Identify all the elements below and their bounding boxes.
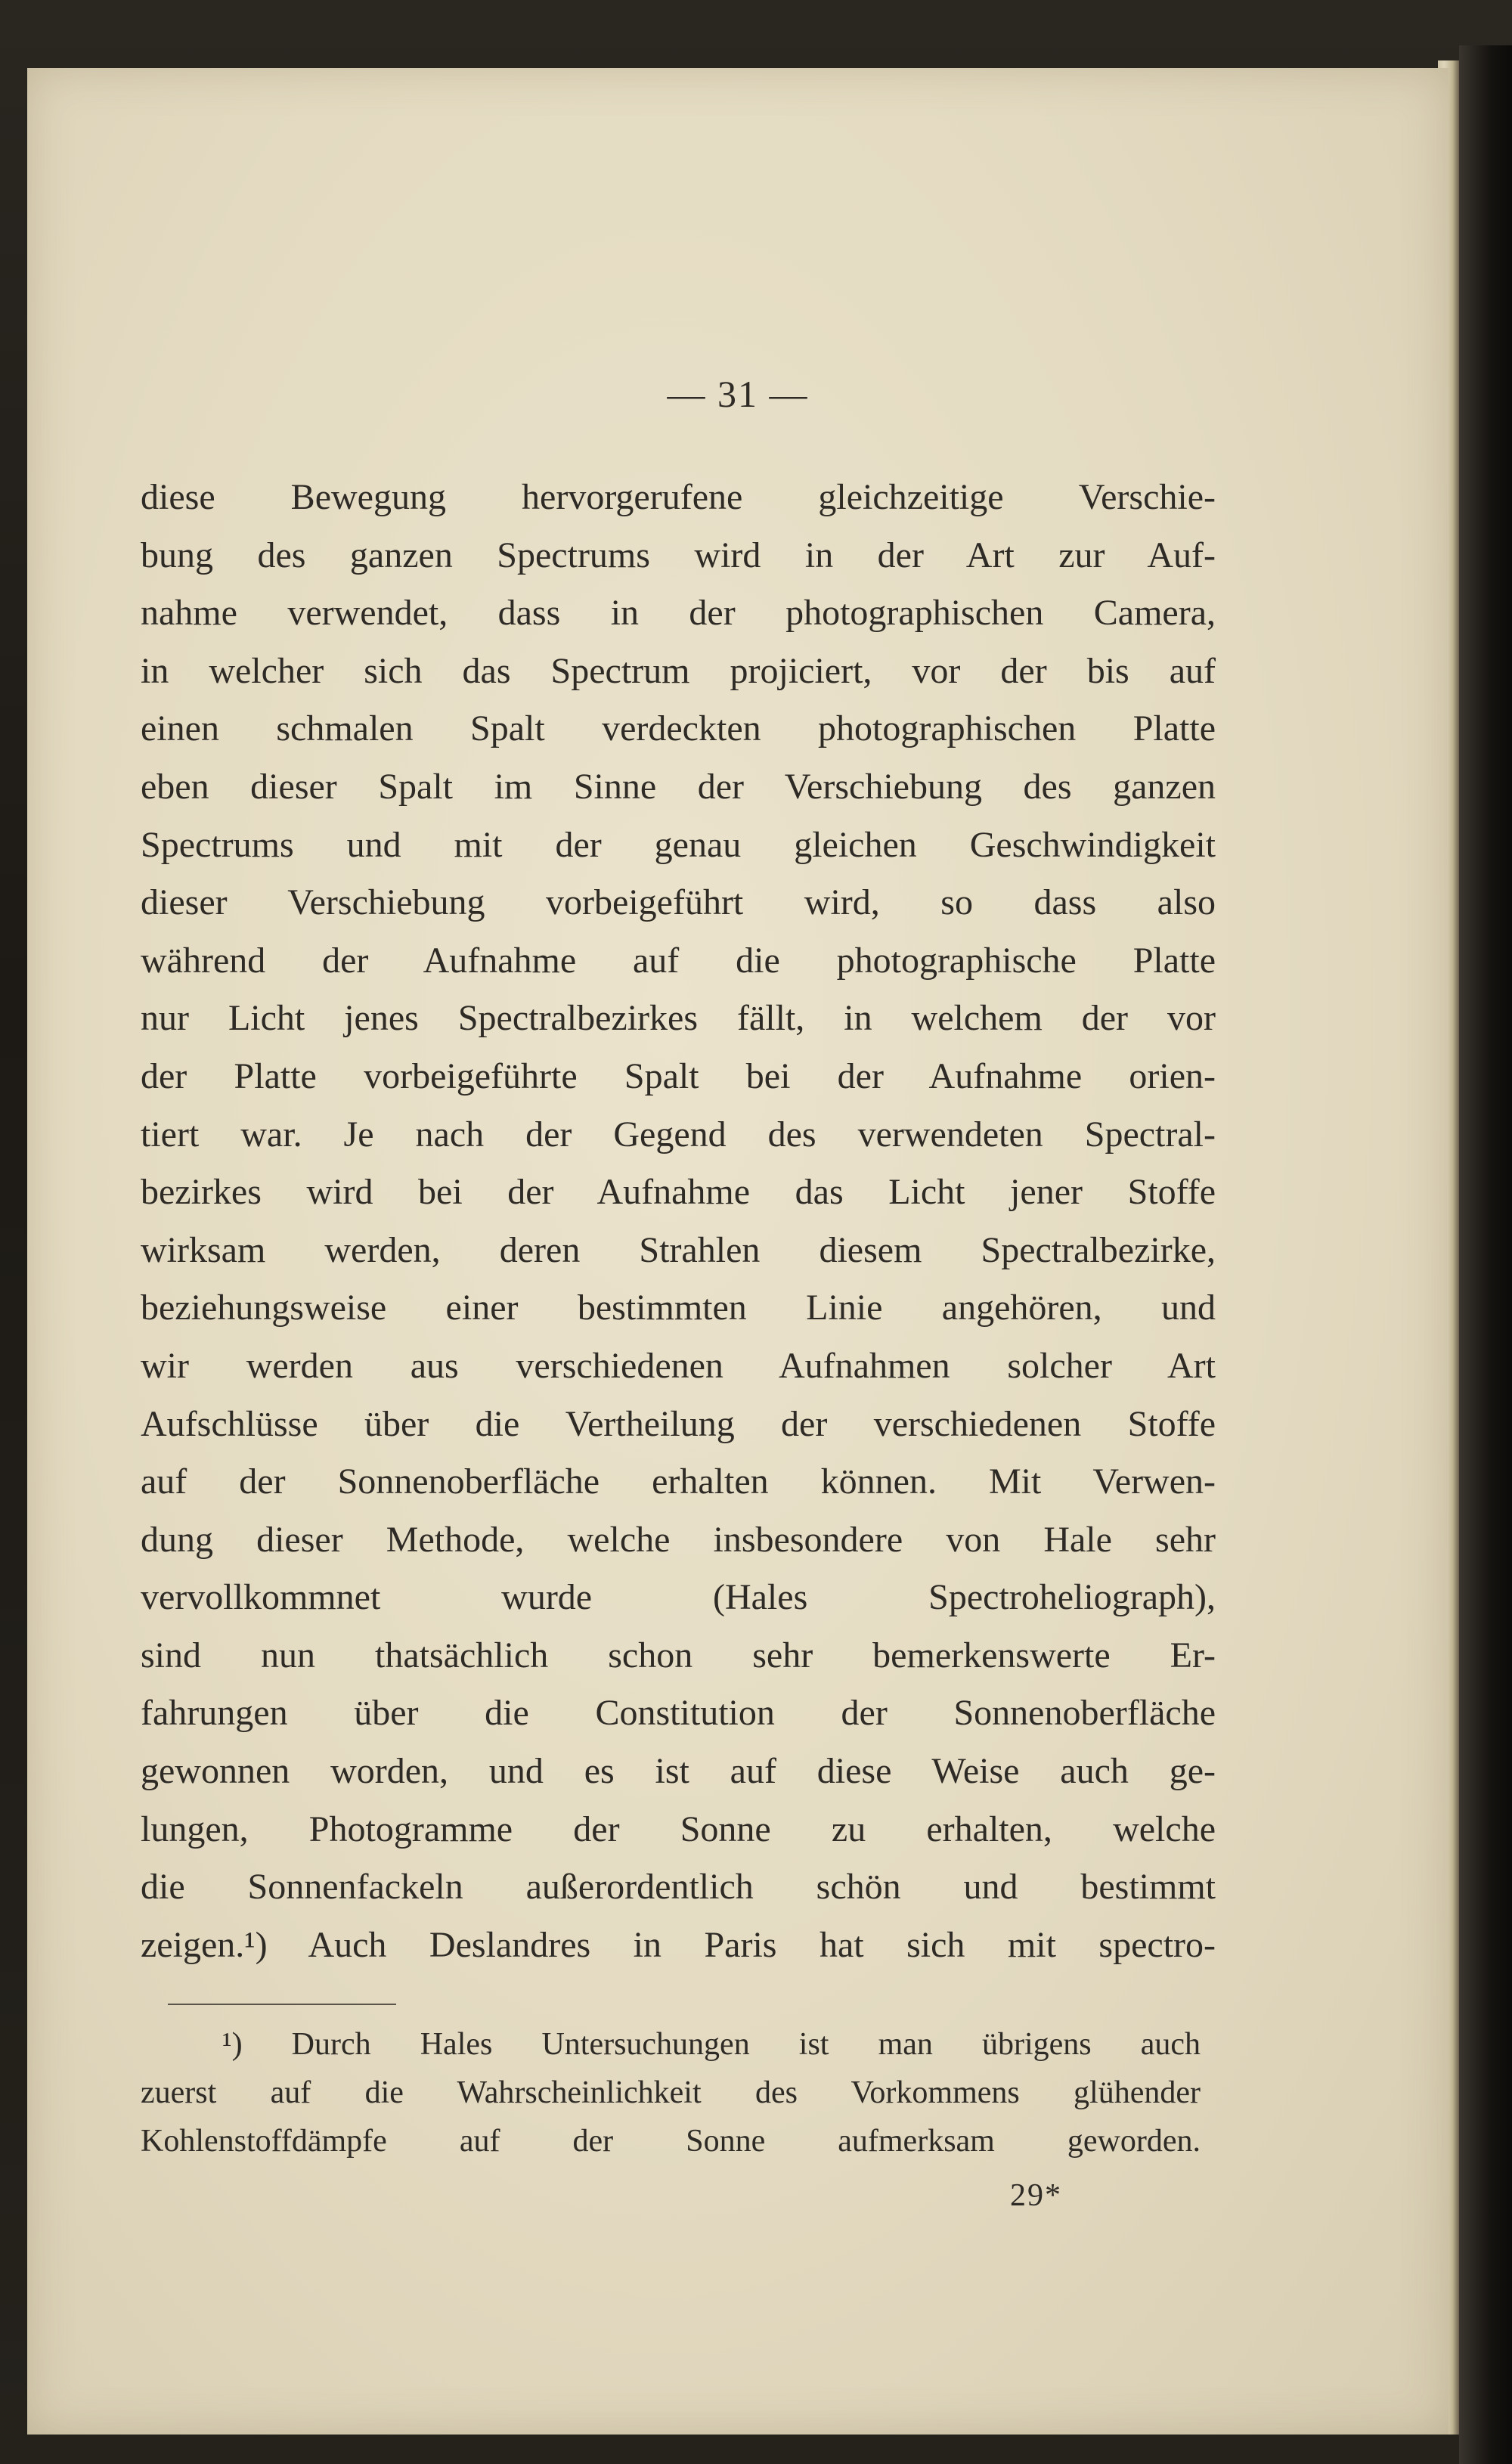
text-line: gewonnen worden, und es ist auf diese Weise auch ge-: [141, 1751, 1216, 1792]
text-line: zeigen.¹) Auch Deslandres in Paris hat sich mit spectro-: [141, 1924, 1216, 1965]
text-line: nahme verwendet, dass in der photographischen Camera,: [141, 593, 1216, 634]
text-line: wirksam werden, deren Strahlen diesem Spectralbezirke,: [141, 1229, 1216, 1270]
text-line: diese Bewegung hervorgerufene gleichzeitige Verschie-: [141, 477, 1216, 517]
text-line: der Platte vorbeigeführte Spalt bei der Aufnahme orien-: [141, 1055, 1216, 1096]
book-binding: [1459, 45, 1512, 2464]
text-line: dung dieser Methode, welche insbesondere von Hale sehr: [141, 1519, 1216, 1560]
footnote-line: Kohlenstoffdämpfe auf der Sonne aufmerksam geworden.: [141, 2124, 1201, 2159]
text-line: sind nun thatsächlich schon sehr bemerkenswerte Er-: [141, 1635, 1216, 1675]
text-line: auf der Sonnenoberfläche erhalten können. Mit Verwen-: [141, 1461, 1216, 1502]
text-line: fahrungen über die Constitution der Sonnenoberfläche: [141, 1693, 1216, 1734]
text-line: während der Aufnahme auf die photographische Platte: [141, 940, 1216, 981]
text-line: wir werden aus verschiedenen Aufnahmen solcher Art: [141, 1345, 1216, 1386]
text-line: in welcher sich das Spectrum projiciert, vor der bis auf: [141, 650, 1216, 691]
footnote-line: ¹) Durch Hales Untersuchungen ist man übrigens auch: [222, 2027, 1201, 2062]
footnote-line: zuerst auf die Wahrscheinlichkeit des Vorkommens glühender: [141, 2075, 1201, 2110]
footnote-divider: [168, 2004, 396, 2005]
text-line: beziehungsweise einer bestimmten Linie angehören, und: [141, 1288, 1216, 1328]
text-line: Aufschlüsse über die Vertheilung der verschiedenen Stoffe: [141, 1403, 1216, 1444]
footnote-block: [141, 2020, 1201, 2165]
text-line: die Sonnenfackeln außerordentlich schön und bestimmt: [141, 1867, 1216, 1908]
text-line: tiert war. Je nach der Gegend des verwendeten Spectral-: [141, 1114, 1216, 1155]
text-line: einen schmalen Spalt verdeckten photographischen Platte: [141, 708, 1216, 749]
text-line: eben dieser Spalt im Sinne der Verschiebung des ganzen: [141, 766, 1216, 807]
text-line: bezirkes wird bei der Aufnahme das Licht jener Stoffe: [141, 1172, 1216, 1213]
text-line: bung des ganzen Spectrums wird in der Art zur Auf-: [141, 535, 1216, 575]
text-line: Spectrums und mit der genau gleichen Geschwindigkeit: [141, 824, 1216, 865]
running-page-number: — 31 —: [667, 373, 809, 415]
text-line: vervollkommnet wurde (Hales Spectroheliograph),: [141, 1577, 1216, 1618]
text-line: dieser Verschiebung vorbeigeführt wird, so dass also: [141, 882, 1216, 923]
paper-page: [27, 68, 1448, 2435]
printer-signature-mark: 29*: [1010, 2178, 1062, 2213]
main-text-block: [141, 469, 1216, 1974]
text-line: lungen, Photogramme der Sonne zu erhalten, welche: [141, 1808, 1216, 1849]
text-line: nur Licht jenes Spectralbezirkes fällt, in welchem der vor: [141, 998, 1216, 1039]
